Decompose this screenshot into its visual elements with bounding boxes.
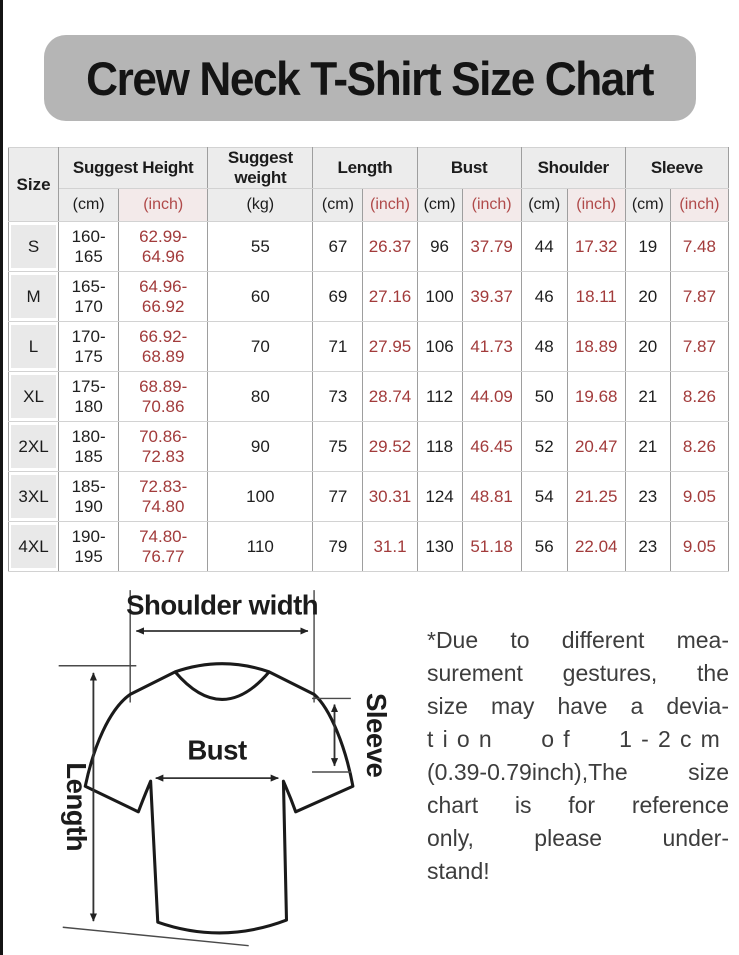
cell-shoulder-inch: 22.04 [567, 522, 625, 572]
header-group-row [9, 148, 729, 189]
cell-height-cm: 185-190 [59, 472, 119, 522]
collar-curve [175, 672, 269, 700]
col-header-suggest-height: Suggest Height [59, 148, 208, 189]
table-row-l [9, 322, 729, 372]
unit-bust-cm: (cm) [417, 189, 462, 222]
disclaimer-line: stand! [427, 858, 490, 884]
cell-length-inch: 27.95 [363, 322, 417, 372]
cell-length-inch: 28.74 [363, 372, 417, 422]
col-header-suggest-weight: Suggest weight [208, 148, 313, 189]
unit-shoulder-cm: (cm) [521, 189, 567, 222]
unit-weight-kg: (kg) [208, 189, 313, 222]
unit-sleeve-cm: (cm) [625, 189, 670, 222]
bottom-section [0, 572, 739, 955]
cell-weight-kg: 70 [208, 322, 313, 372]
cell-sleeve-cm: 23 [625, 522, 670, 572]
cell-bust-cm: 96 [417, 222, 462, 272]
cell-length-cm: 77 [313, 472, 363, 522]
size-label: 2XL [11, 425, 56, 468]
unit-shoulder-inch: (inch) [567, 189, 625, 222]
length-bottom-line [63, 927, 249, 945]
unit-length-inch: (inch) [363, 189, 417, 222]
size-label: M [11, 275, 56, 318]
disclaimer-line: only, please under- [427, 825, 729, 851]
disclaimer-text [427, 624, 729, 955]
cell-bust-cm: 106 [417, 322, 462, 372]
cell-shoulder-inch: 18.11 [567, 272, 625, 322]
cell-bust-inch: 46.45 [462, 422, 521, 472]
bust-label: Bust [187, 734, 247, 766]
cell-length-cm: 79 [313, 522, 363, 572]
cell-weight-kg: 80 [208, 372, 313, 422]
cell-height-inch: 64.96-66.92 [119, 272, 208, 322]
cell-bust-inch: 51.18 [462, 522, 521, 572]
cell-height-cm: 160-165 [59, 222, 119, 272]
cell-sleeve-inch: 9.05 [670, 522, 728, 572]
col-header-shoulder: Shoulder [521, 148, 625, 189]
size-label: L [11, 325, 56, 368]
cell-length-cm: 69 [313, 272, 363, 322]
disclaimer-line: surement gestures, the [427, 660, 729, 686]
cell-length-cm: 75 [313, 422, 363, 472]
cell-bust-cm: 118 [417, 422, 462, 472]
disclaimer-line: *Due to different mea- [427, 627, 729, 653]
cell-shoulder-inch: 19.68 [567, 372, 625, 422]
cell-shoulder-cm: 48 [521, 322, 567, 372]
title-banner [44, 35, 696, 121]
cell-sleeve-inch: 8.26 [670, 422, 728, 472]
cell-height-cm: 180-185 [59, 422, 119, 472]
col-header-sleeve: Sleeve [625, 148, 728, 189]
cell-shoulder-inch: 18.89 [567, 322, 625, 372]
cell-length-cm: 73 [313, 372, 363, 422]
length-label: Length [60, 762, 92, 852]
cell-height-inch: 66.92-68.89 [119, 322, 208, 372]
unit-height-cm: (cm) [59, 189, 119, 222]
cell-sleeve-inch: 8.26 [670, 372, 728, 422]
cell-bust-cm: 130 [417, 522, 462, 572]
cell-bust-inch: 41.73 [462, 322, 521, 372]
cell-sleeve-inch: 9.05 [670, 472, 728, 522]
cell-height-inch: 62.99-64.96 [119, 222, 208, 272]
cell-shoulder-cm: 44 [521, 222, 567, 272]
cell-sleeve-cm: 23 [625, 472, 670, 522]
size-label: 4XL [11, 525, 56, 568]
cell-length-inch: 31.1 [363, 522, 417, 572]
size-label: S [11, 225, 56, 268]
cell-height-cm: 190-195 [59, 522, 119, 572]
disclaimer-line: chart is for reference [427, 792, 729, 818]
size-label: XL [11, 375, 56, 418]
cell-weight-kg: 60 [208, 272, 313, 322]
cell-weight-kg: 55 [208, 222, 313, 272]
cell-shoulder-cm: 52 [521, 422, 567, 472]
cell-sleeve-cm: 20 [625, 322, 670, 372]
table-row-2xl [9, 422, 729, 472]
table-row-3xl [9, 472, 729, 522]
shoulder-width-label: Shoulder width [126, 589, 319, 621]
cell-sleeve-inch: 7.48 [670, 222, 728, 272]
sleeve-label: Sleeve [361, 693, 393, 778]
cell-height-cm: 165-170 [59, 272, 119, 322]
cell-sleeve-cm: 20 [625, 272, 670, 322]
cell-sleeve-inch: 7.87 [670, 272, 728, 322]
tshirt-outline [85, 664, 353, 933]
cell-bust-cm: 100 [417, 272, 462, 322]
tshirt-diagram-svg [16, 584, 416, 955]
cell-bust-inch: 48.81 [462, 472, 521, 522]
cell-length-inch: 26.37 [363, 222, 417, 272]
cell-height-cm: 170-175 [59, 322, 119, 372]
cell-height-inch: 72.83-74.80 [119, 472, 208, 522]
table-row-s [9, 222, 729, 272]
cell-shoulder-cm: 56 [521, 522, 567, 572]
size-chart-table [8, 147, 729, 572]
disclaimer-line: size may have a devia- [427, 693, 729, 719]
cell-weight-kg: 110 [208, 522, 313, 572]
cell-length-cm: 71 [313, 322, 363, 372]
cell-shoulder-inch: 20.47 [567, 422, 625, 472]
cell-sleeve-cm: 19 [625, 222, 670, 272]
screenshot-edge-artifact [0, 0, 3, 955]
table-row-m [9, 272, 729, 322]
cell-height-cm: 175-180 [59, 372, 119, 422]
col-header-length: Length [313, 148, 417, 189]
cell-sleeve-cm: 21 [625, 372, 670, 422]
cell-bust-inch: 39.37 [462, 272, 521, 322]
cell-length-cm: 67 [313, 222, 363, 272]
cell-shoulder-inch: 17.32 [567, 222, 625, 272]
cell-length-inch: 27.16 [363, 272, 417, 322]
cell-bust-cm: 112 [417, 372, 462, 422]
tshirt-measurement-diagram [16, 584, 431, 955]
cell-bust-cm: 124 [417, 472, 462, 522]
cell-bust-inch: 44.09 [462, 372, 521, 422]
cell-sleeve-inch: 7.87 [670, 322, 728, 372]
unit-length-cm: (cm) [313, 189, 363, 222]
col-header-bust: Bust [417, 148, 521, 189]
cell-height-inch: 68.89-70.86 [119, 372, 208, 422]
cell-shoulder-inch: 21.25 [567, 472, 625, 522]
col-header-size: Size [9, 148, 59, 222]
cell-weight-kg: 100 [208, 472, 313, 522]
cell-weight-kg: 90 [208, 422, 313, 472]
disclaimer-line: (0.39-0.79inch),The size [427, 759, 729, 785]
unit-sleeve-inch: (inch) [670, 189, 728, 222]
header-unit-row [9, 189, 729, 222]
unit-height-inch: (inch) [119, 189, 208, 222]
table-row-4xl [9, 522, 729, 572]
size-label: 3XL [11, 475, 56, 518]
page-title: Crew Neck T-Shirt Size Chart [86, 51, 653, 105]
cell-length-inch: 29.52 [363, 422, 417, 472]
cell-shoulder-cm: 50 [521, 372, 567, 422]
cell-bust-inch: 37.79 [462, 222, 521, 272]
cell-shoulder-cm: 54 [521, 472, 567, 522]
cell-height-inch: 74.80-76.77 [119, 522, 208, 572]
cell-shoulder-cm: 46 [521, 272, 567, 322]
cell-height-inch: 70.86-72.83 [119, 422, 208, 472]
unit-bust-inch: (inch) [462, 189, 521, 222]
disclaimer-line: tion of 1-2cm [427, 726, 729, 752]
cell-length-inch: 30.31 [363, 472, 417, 522]
cell-sleeve-cm: 21 [625, 422, 670, 472]
table-row-xl [9, 372, 729, 422]
